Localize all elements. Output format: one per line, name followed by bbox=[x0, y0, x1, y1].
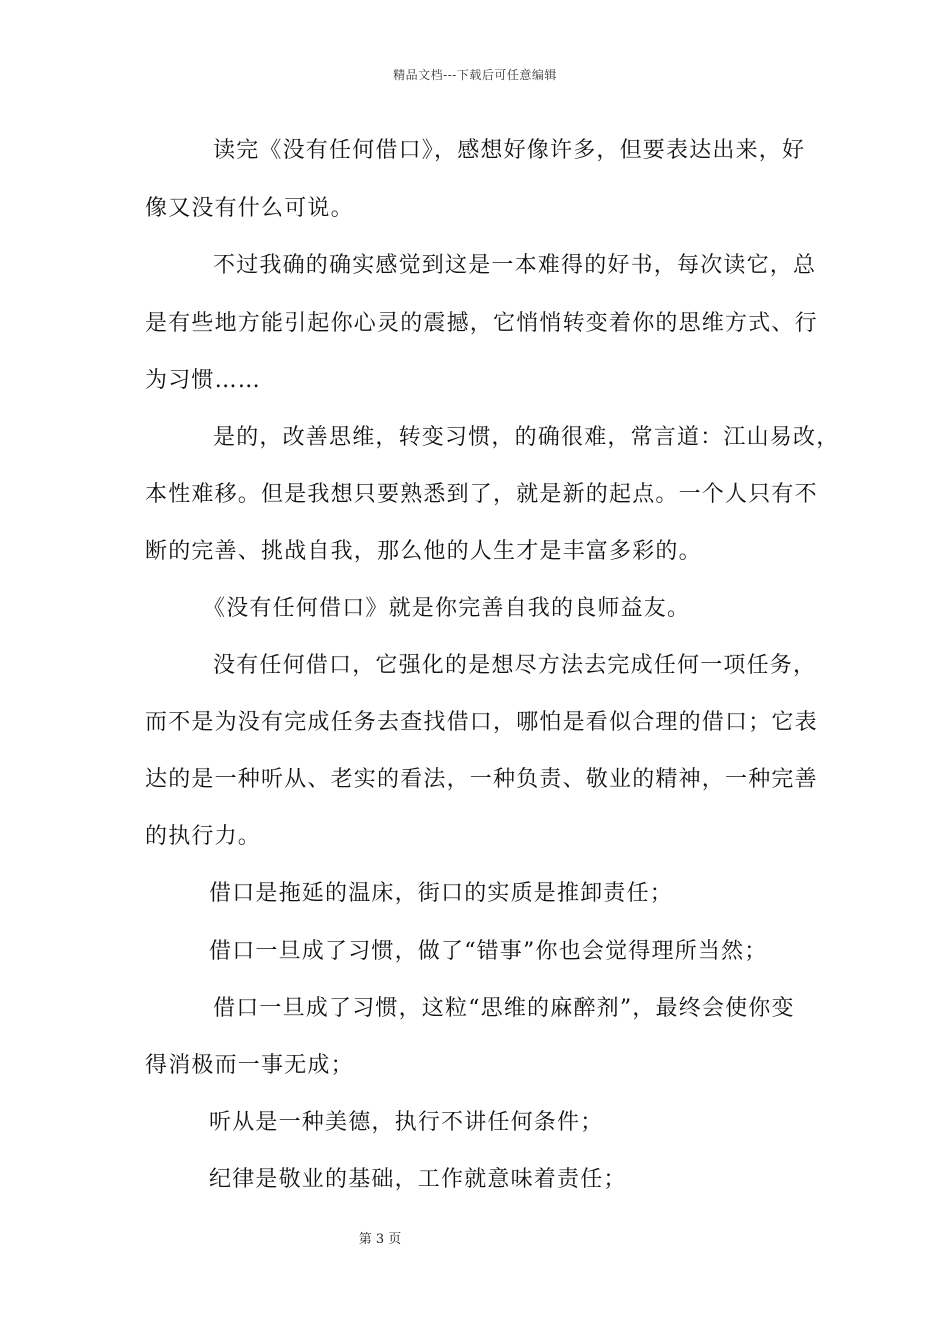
text-line: 纪律是敬业的基础，工作就意味着责任； bbox=[209, 1167, 627, 1192]
text-line: 本性难移。但是我想只要熟悉到了，就是新的起点。一个人只有不 bbox=[145, 482, 818, 507]
text-line: 是有些地方能引起你心灵的震撼，它悄悄转变着你的思维方式、行 bbox=[145, 311, 818, 336]
text-line: 得消极而一事无成； bbox=[145, 1053, 354, 1078]
text-line: 断的完善、挑战自我，那么他的人生才是丰富多彩的。 bbox=[145, 539, 702, 564]
text-line: 没有任何借口，它强化的是想尽方法去完成任何一项任务， bbox=[213, 653, 817, 678]
text-line: 的执行力。 bbox=[145, 824, 262, 849]
text-line: 读完《没有任何借口》，感想好像许多，但要表达出来，好 bbox=[213, 138, 806, 163]
text-line: 是的，改善思维，转变习惯，的确很难，常言道：江山易改， bbox=[213, 425, 840, 450]
text-line: 像又没有什么可说。 bbox=[145, 196, 354, 221]
text-line: 借口是拖延的温床，街口的实质是推卸责任； bbox=[209, 881, 674, 906]
page-number: 第 3 页 bbox=[358, 1232, 402, 1247]
text-line: 《没有任何借口》就是你完善自我的良师益友。 bbox=[203, 596, 691, 621]
text-line: 为习惯…… bbox=[145, 368, 262, 393]
text-line: 达的是一种听从、老实的看法，一种负责、敬业的精神，一种完善 bbox=[145, 767, 818, 792]
text-line: 借口一旦成了习惯，这粒“思维的麻醉剂”，最终会使你变 bbox=[213, 996, 795, 1021]
text-line: 听从是一种美德，执行不讲任何条件； bbox=[209, 1110, 604, 1135]
text-line: 不过我确的确实感觉到这是一本难得的好书，每次读它，总 bbox=[213, 253, 817, 278]
page-header: 精品文档---下载后可任意编辑 bbox=[393, 68, 557, 82]
text-line: 而不是为没有完成任务去查找借口，哪怕是看似合理的借口；它表 bbox=[145, 710, 818, 735]
text-line: 借口一旦成了习惯，做了“错事”你也会觉得理所当然； bbox=[209, 939, 768, 964]
